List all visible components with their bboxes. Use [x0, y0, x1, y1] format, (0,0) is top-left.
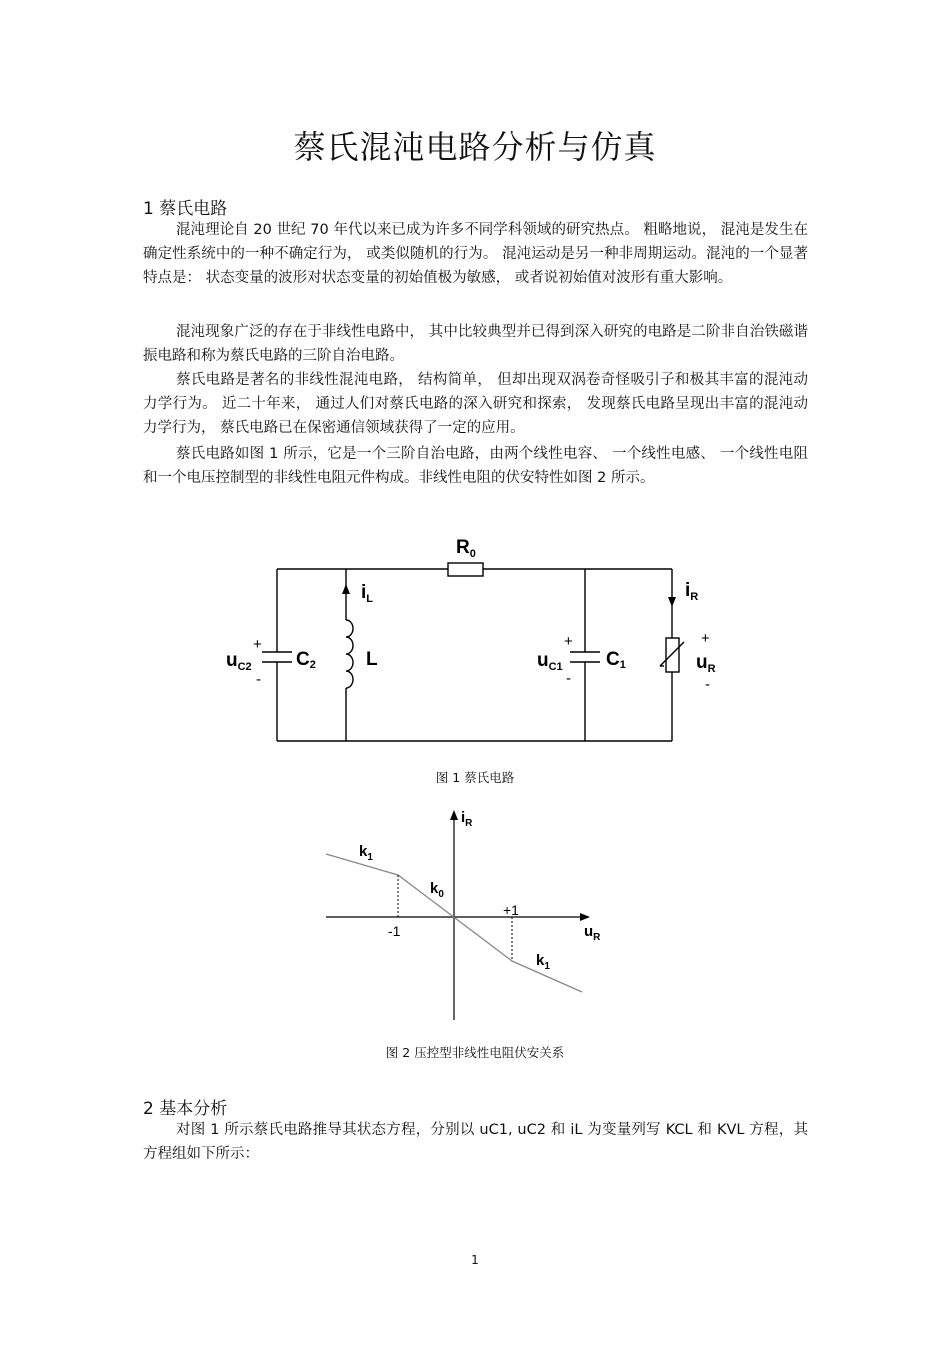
- svg-text:C1: C1: [606, 649, 626, 671]
- svg-text:+1: +1: [503, 902, 519, 918]
- figure-2-iv-curve: [0, 800, 950, 1030]
- arrow-down-icon: [668, 597, 676, 607]
- svg-text:C2: C2: [296, 649, 316, 671]
- svg-text:+: +: [701, 630, 710, 647]
- figure-1-circuit: [0, 520, 950, 760]
- resistor-r0: [448, 563, 483, 576]
- figure-1-caption: 图 1 蔡氏电路: [435, 770, 515, 785]
- page-number: 1: [471, 1253, 479, 1267]
- svg-text:uR: $u_R$: [584, 923, 601, 943]
- svg-text:-: -: [566, 670, 571, 687]
- svg-text:iL: $i_L$: [361, 582, 374, 605]
- svg-text:iR: $i_R$: [685, 580, 699, 603]
- svg-text:-1: -1: [388, 923, 401, 939]
- section-1-heading: 1 蔡氏电路: [143, 199, 228, 219]
- svg-text:+: +: [564, 633, 573, 650]
- svg-text:R0: $R_0$: [456, 537, 476, 560]
- x-axis-arrow-icon: [580, 913, 590, 921]
- svg-text:-: -: [256, 671, 261, 688]
- svg-text:k1: $k_1$: [359, 843, 373, 863]
- paragraph-2: 混沌现象广泛的存在于非线性电路中， 其中比较典型并已得到深入研究的电路是二阶非自治铁磁谐振电路和称为蔡氏电路的三阶自治电路。: [143, 324, 808, 364]
- svg-text:k0: $k_0$: [430, 880, 444, 900]
- inductor-coil: [346, 620, 353, 688]
- nonlinear-resistor: [666, 638, 679, 672]
- y-axis-arrow-icon: [450, 810, 458, 820]
- svg-text:uC1: $u_{C1}$: [537, 650, 563, 673]
- section-2-heading: 2 基本分析: [143, 1099, 228, 1119]
- svg-text:uC2: $u_{C2}$: [226, 650, 252, 673]
- arrow-up-icon: [342, 584, 350, 594]
- figure-2-caption: 图 2 压控型非线性电阻伏安关系: [385, 1045, 565, 1060]
- page-title: 蔡氏混沌电路分析与仿真: [293, 128, 657, 166]
- svg-text:-: -: [705, 676, 710, 693]
- paragraph-4: 蔡氏电路如图 1 所示，它是一个三阶自治电路，由两个线性电容、 一个线性电感、 一个线性电阻和一个电压控制型的非线性电阻元件构成。非线性电阻的伏安特性如图 2 所示。: [143, 446, 808, 486]
- section-2-paragraph: 对图 1 所示蔡氏电路推导其状态方程，分别以 uC1, uC2 和 iL 为变量列写 KCL 和 KVL 方程，其方程组如下所示：: [143, 1122, 808, 1162]
- svg-text:+: +: [253, 636, 262, 653]
- svg-text:iR: $i_R$: [461, 809, 473, 829]
- svg-text:uR: $u_R$: [696, 652, 716, 675]
- paragraph-1: 混沌理论自 20 世纪 70 年代以来已成为许多不同学科领域的研究热点。 粗略地说， 混沌是发生在确定性系统中的一种不确定行为， 或类似随机的行为。 混沌运动是另一种非周期运动。混沌的一个显著特点是： 状态变量的波形对状态变量的初始值极为敏感， 或者说初始值对波形有重大影响。: [143, 222, 808, 286]
- svg-text:L: L: [366, 649, 378, 670]
- svg-text:k1: $k_1$: [536, 952, 550, 972]
- paragraph-3: 蔡氏电路是著名的非线性混沌电路， 结构简单， 但却出现双涡卷奇怪吸引子和极其丰富的混沌动力学行为。 近二十年来， 通过人们对蔡氏电路的深入研究和探索， 发现蔡氏电路呈现出丰富的混沌动力学行为， 蔡氏电路已在保密通信领域获得了一定的应用。: [143, 372, 808, 436]
